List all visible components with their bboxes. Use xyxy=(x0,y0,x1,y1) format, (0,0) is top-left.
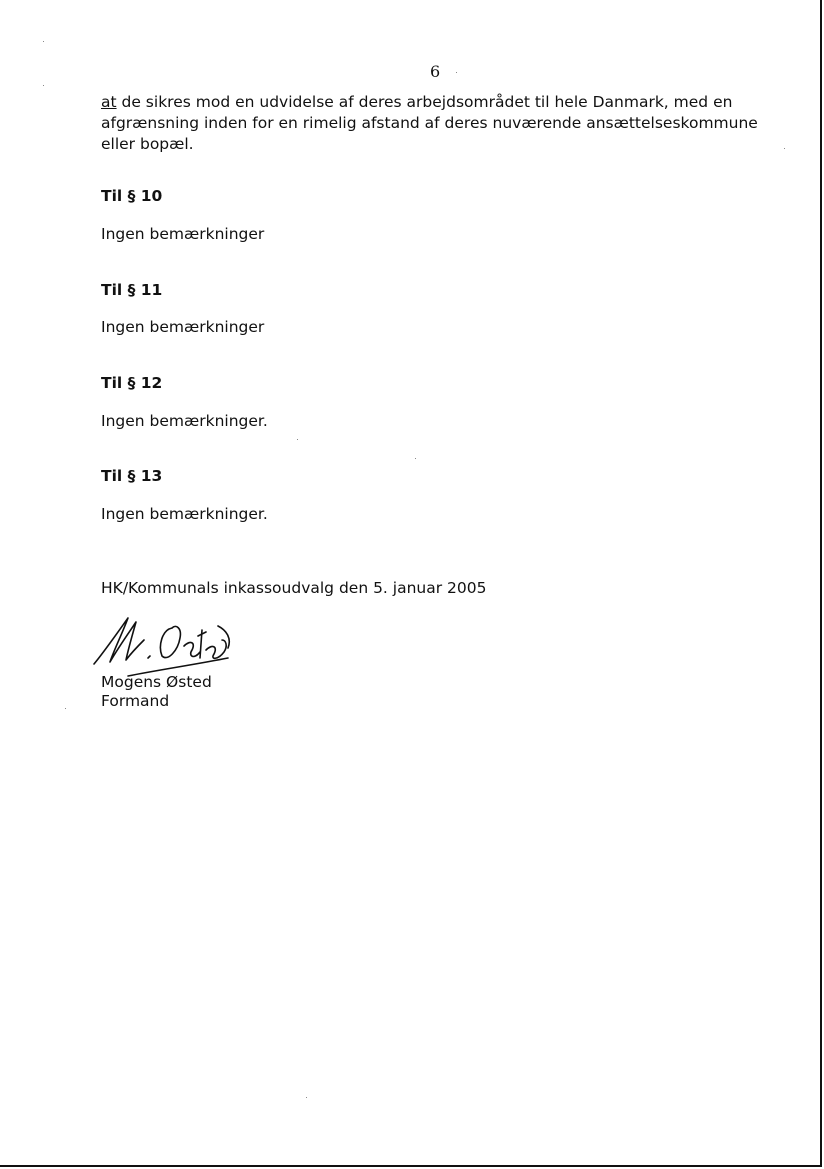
section-heading-10: Til § 10 xyxy=(101,187,163,205)
intro-underlined-word: at xyxy=(101,93,117,111)
scan-speck xyxy=(65,708,66,709)
scan-speck xyxy=(43,85,44,86)
intro-paragraph xyxy=(101,92,781,155)
scan-speck xyxy=(784,148,785,149)
section-remark-12: Ingen bemærkninger. xyxy=(101,412,268,430)
scan-speck xyxy=(415,458,416,459)
scan-speck xyxy=(306,1097,307,1098)
section-remark-11: Ingen bemærkninger xyxy=(101,318,265,336)
scan-speck xyxy=(43,41,44,42)
signer-name: Mogens Østed xyxy=(101,673,212,691)
page-number: 6 xyxy=(430,62,441,81)
signer-title: Formand xyxy=(101,692,170,710)
signer-block xyxy=(101,673,212,711)
section-heading-13: Til § 13 xyxy=(101,467,163,485)
intro-text: de sikres mod en udvidelse af deres arbejdsområdet til hele Danmark, med en afgrænsning inden for en rimelig afstand af deres nuværende ansættelseskommune eller bopæl. xyxy=(101,93,758,153)
closing-line: HK/Kommunals inkassoudvalg den 5. januar 2005 xyxy=(101,579,487,597)
scan-speck xyxy=(297,439,298,440)
section-heading-12: Til § 12 xyxy=(101,374,163,392)
section-remark-13: Ingen bemærkninger. xyxy=(101,505,268,523)
section-remark-10: Ingen bemærkninger xyxy=(101,225,265,243)
scan-speck xyxy=(456,72,457,73)
section-heading-11: Til § 11 xyxy=(101,281,163,299)
